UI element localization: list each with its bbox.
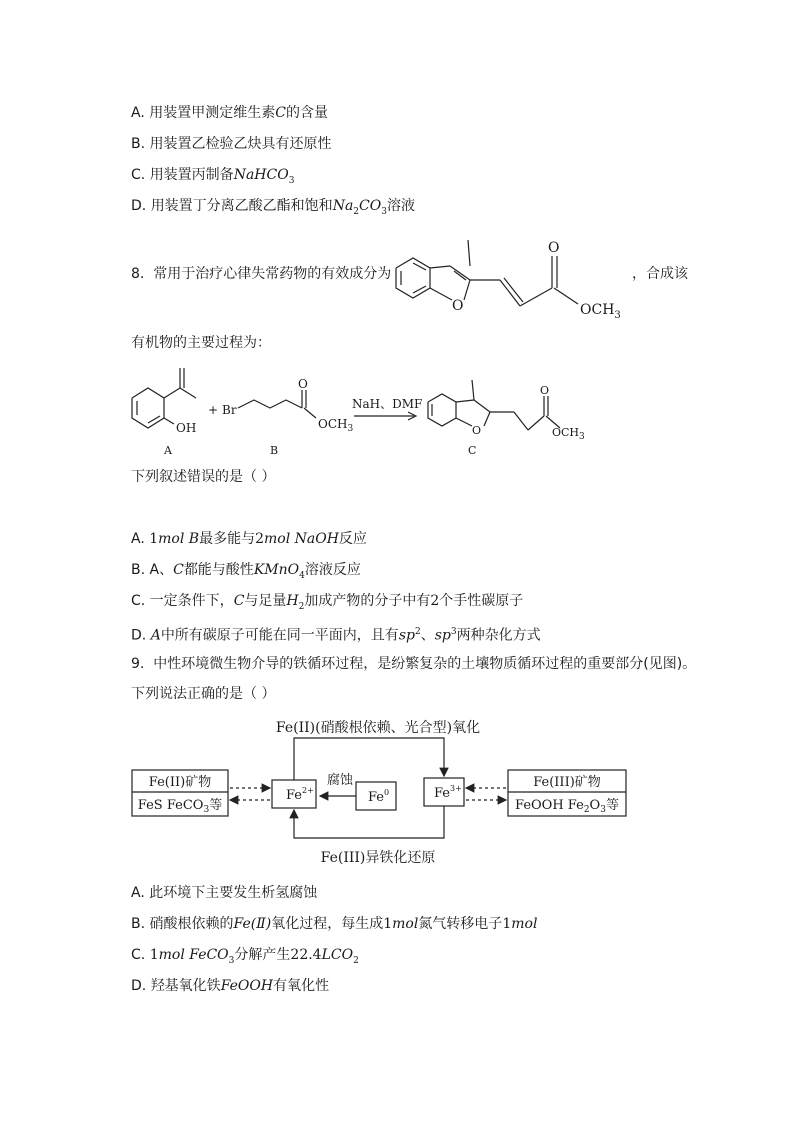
ring-oxygen-label: O [452, 298, 464, 314]
q9-stem: 9. 中性环境微生物介导的铁循环过程，是纷繁复杂的土壤物质循环过程的重要部分(见图)。 [131, 656, 697, 672]
corrosion-label: 腐蚀 [326, 773, 354, 788]
label-c: C [468, 444, 477, 457]
compound-b-br-label: Br [222, 403, 237, 417]
compound-a-oh-label: OH [176, 421, 197, 435]
iron-cycle-diagram [128, 712, 630, 872]
compound-c-carbonyl-oxygen: O [540, 384, 550, 397]
carbonyl-oxygen-label: O [548, 240, 560, 256]
fe3-label: $Fe^{3+}$ [434, 784, 462, 801]
q9-question: 下列说法正确的是（ ） [131, 686, 276, 702]
q9-option-c: C. 1mol FeCO$_3$分解产生$22.4LCO_2$ [131, 947, 359, 966]
fe2-mineral-content: FeS FeCO$_3$等 [137, 798, 223, 815]
q8-option-c: C. 一定条件下，C与足量$H_2$加成产物的分子中有2个手性碳原子 [131, 593, 524, 612]
fe2-label: $Fe^{2+}$ [286, 786, 314, 803]
q7-option-c: C. 用装置丙制备NaHCO$_3$ [131, 167, 295, 186]
q8-stem-line1: 8. 常用于治疗心律失常药物的有效成分为 [131, 266, 392, 282]
fe3-mineral-title: Fe(III)矿物 [533, 775, 601, 790]
diagram-arrows [230, 738, 506, 838]
compound-b-och3-label: $OCH_3$ [318, 417, 354, 434]
q9-option-b: B. 硝酸根依赖的Fe(Ⅱ)氧化过程，每生成1mol氮气转移电子1mol [131, 916, 538, 932]
bottom-label: Fe(III)异铁化还原 [320, 850, 436, 866]
q8-option-a: A. 1mol B最多能与2mol NaOH反应 [131, 531, 367, 547]
label-b: B [270, 444, 279, 457]
q9-option-d: D. 羟基氧化铁FeOOH有氧化性 [131, 978, 330, 994]
q8-option-d: D. A中所有碳原子可能在同一平面内，且有$sp^2$、$sp^3$两种杂化方式 [131, 627, 541, 644]
q8-synthesis-scheme [128, 360, 598, 460]
fe0-label: Fe$^0$ [368, 788, 390, 805]
compound-c-ring-oxygen: O [472, 424, 482, 437]
q7-option-d: D. 用装置丁分离乙酸乙酯和饱和$Na_2CO_3$溶液 [131, 198, 415, 217]
compound-b-bonds [238, 390, 316, 418]
plus-sign: + [208, 403, 219, 417]
q8-question: 下列叙述错误的是（ ） [131, 469, 276, 485]
top-label: Fe(II)(硝酸根依赖、光合型)氧化 [275, 720, 481, 736]
q9-option-a: A. 此环境下主要发生析氢腐蚀 [131, 885, 318, 901]
methoxy-label: $OCH_3$ [580, 302, 621, 321]
q8-option-b: B. A、C都能与酸性KMnO$_4$溶液反应 [131, 562, 361, 581]
reaction-arrow [354, 412, 416, 420]
q8-stem-line2: 有机物的主要过程为： [131, 335, 271, 351]
fe3-mineral-content: FeOOH $Fe_2O_3$等 [515, 798, 619, 815]
q8-stem-line1-tail: ，合成该 [632, 266, 688, 282]
label-a: A [164, 444, 172, 457]
q7-option-b: B. 用装置乙检验乙炔具有还原性 [131, 136, 332, 152]
compound-b-oxygen-label: O [298, 377, 308, 391]
q8-target-structure [392, 228, 632, 324]
compound-c-och3-label: $OCH_3$ [552, 426, 585, 442]
reaction-reagent: NaH、DMF [352, 397, 423, 411]
fe2-mineral-title: Fe(II)矿物 [148, 775, 212, 790]
q7-option-a: A. 用装置甲测定维生素C的含量 [131, 105, 328, 121]
compound-a-bonds [132, 368, 196, 428]
